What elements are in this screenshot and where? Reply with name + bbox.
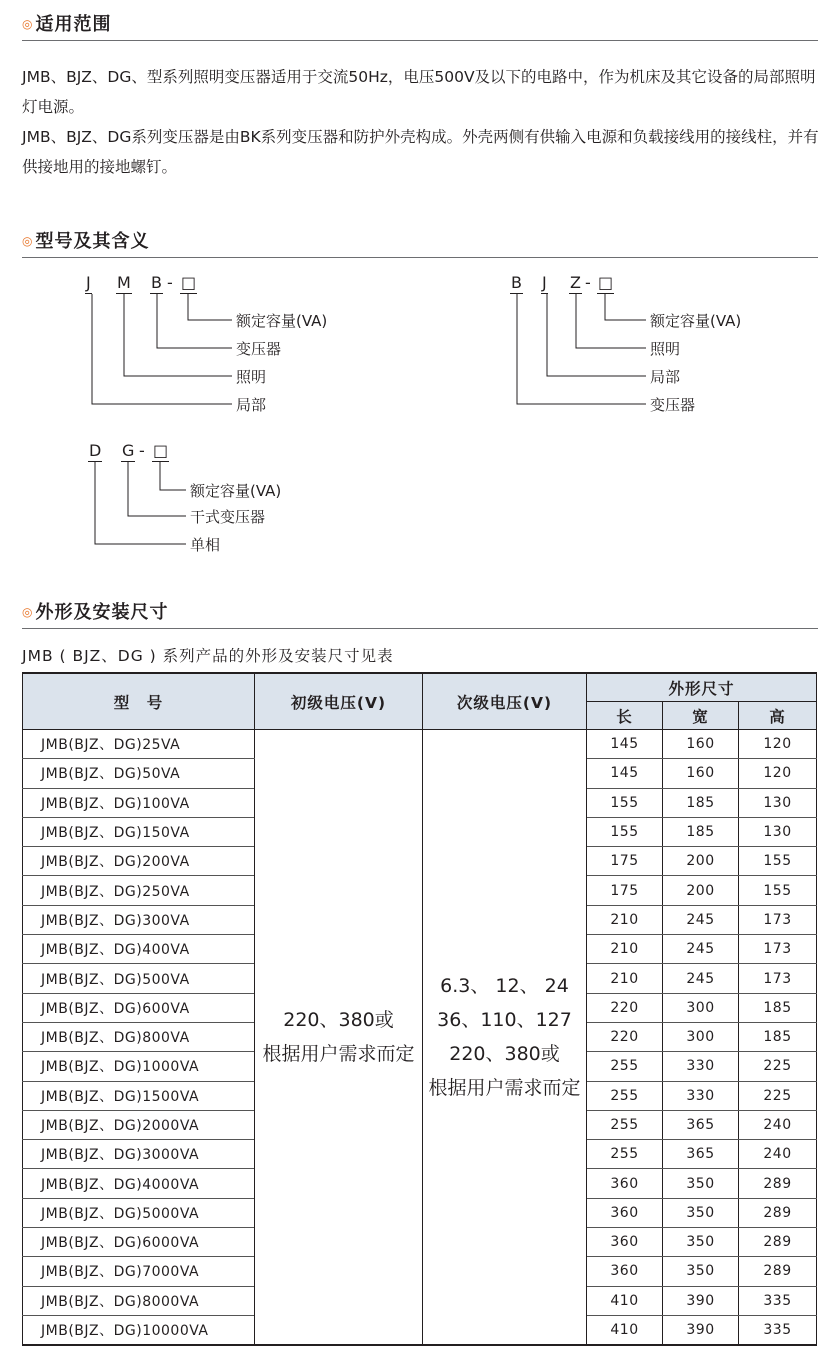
cell-width: 365 xyxy=(663,1110,739,1139)
secondary-voltage-line: 根据用户需求而定 xyxy=(428,1077,581,1100)
cell-height: 130 xyxy=(739,817,817,846)
jmb-label-transformer: 变压器 xyxy=(236,340,282,358)
cell-model: JMB(BJZ、DG)5000VA xyxy=(23,1198,255,1227)
cell-primary-voltage xyxy=(255,730,423,1346)
cell-height: 225 xyxy=(739,1052,817,1081)
bjz-label-lighting: 照明 xyxy=(650,340,681,358)
cell-model: JMB(BJZ、DG)250VA xyxy=(23,876,255,905)
cell-length: 220 xyxy=(587,993,663,1022)
jmb-letter-m: M xyxy=(117,273,131,292)
cell-length: 210 xyxy=(587,935,663,964)
cell-model: JMB(BJZ、DG)25VA xyxy=(23,730,255,759)
circle-bullet-icon: ◎ xyxy=(22,605,34,619)
cell-width: 160 xyxy=(663,759,739,788)
cell-model: JMB(BJZ、DG)3000VA xyxy=(23,1140,255,1169)
cell-length: 145 xyxy=(587,730,663,759)
cell-length: 255 xyxy=(587,1140,663,1169)
cell-model: JMB(BJZ、DG)150VA xyxy=(23,817,255,846)
cell-width: 330 xyxy=(663,1081,739,1110)
cell-height: 240 xyxy=(739,1140,817,1169)
section-title-text: 型号及其含义 xyxy=(35,231,150,252)
header-dimensions: 外形尺寸 xyxy=(587,673,817,702)
cell-width: 185 xyxy=(663,788,739,817)
cell-model: JMB(BJZ、DG)50VA xyxy=(23,759,255,788)
dg-label-dry-transformer: 干式变压器 xyxy=(190,508,266,526)
bjz-label-transformer: 变压器 xyxy=(650,396,696,414)
bjz-capacity-box: □ xyxy=(598,273,614,292)
cell-width: 300 xyxy=(663,1022,739,1051)
cell-model: JMB(BJZ、DG)800VA xyxy=(23,1022,255,1051)
cell-width: 245 xyxy=(663,964,739,993)
cell-height: 120 xyxy=(739,759,817,788)
bjz-dash: - xyxy=(585,273,591,292)
cell-model: JMB(BJZ、DG)600VA xyxy=(23,993,255,1022)
cell-width: 330 xyxy=(663,1052,739,1081)
cell-length: 210 xyxy=(587,964,663,993)
cell-length: 255 xyxy=(587,1052,663,1081)
cell-length: 410 xyxy=(587,1286,663,1315)
cell-model: JMB(BJZ、DG)2000VA xyxy=(23,1110,255,1139)
cell-height: 130 xyxy=(739,788,817,817)
cell-height: 185 xyxy=(739,1022,817,1051)
cell-length: 145 xyxy=(587,759,663,788)
cell-model: JMB(BJZ、DG)7000VA xyxy=(23,1257,255,1286)
cell-height: 335 xyxy=(739,1286,817,1315)
cell-height: 289 xyxy=(739,1257,817,1286)
secondary-voltage-line: 6.3、 12、 24 xyxy=(440,975,569,998)
cell-width: 200 xyxy=(663,876,739,905)
secondary-voltage-line: 220、380或 xyxy=(449,1043,560,1066)
circle-bullet-icon: ◎ xyxy=(22,17,34,31)
bjz-letter-z: Z xyxy=(570,273,581,292)
cell-height: 173 xyxy=(739,905,817,934)
cell-length: 210 xyxy=(587,905,663,934)
scope-paragraph-2: JMB、BJZ、DG系列变压器是由BK系列变压器和防护外壳构成。外壳两侧有供输入电源和负载接线用的接线柱，并有供接地用的接地螺钉。 xyxy=(22,128,819,176)
cell-width: 350 xyxy=(663,1198,739,1227)
cell-model: JMB(BJZ、DG)100VA xyxy=(23,788,255,817)
cell-length: 360 xyxy=(587,1257,663,1286)
cell-height: 155 xyxy=(739,876,817,905)
cell-model: JMB(BJZ、DG)400VA xyxy=(23,935,255,964)
header-secondary-voltage: 次级电压(V) xyxy=(423,673,587,730)
cell-width: 245 xyxy=(663,935,739,964)
cell-height: 120 xyxy=(739,730,817,759)
table-row xyxy=(23,730,817,759)
primary-voltage-line: 根据用户需求而定 xyxy=(262,1043,415,1066)
section-title-dimensions xyxy=(22,600,818,629)
cell-width: 200 xyxy=(663,847,739,876)
dg-letter-g: G xyxy=(122,441,135,460)
cell-width: 245 xyxy=(663,905,739,934)
cell-width: 185 xyxy=(663,817,739,846)
bjz-label-capacity: 额定容量(VA) xyxy=(650,312,742,330)
header-height: 高 xyxy=(739,702,817,730)
cell-length: 175 xyxy=(587,847,663,876)
cell-model: JMB(BJZ、DG)10000VA xyxy=(23,1315,255,1345)
cell-length: 255 xyxy=(587,1081,663,1110)
cell-model: JMB(BJZ、DG)1500VA xyxy=(23,1081,255,1110)
header-length: 长 xyxy=(587,702,663,730)
cell-height: 173 xyxy=(739,964,817,993)
cell-width: 390 xyxy=(663,1286,739,1315)
jmb-letter-b: B xyxy=(151,273,162,292)
bjz-label-local: 局部 xyxy=(650,368,681,386)
cell-length: 155 xyxy=(587,788,663,817)
secondary-voltage-line: 36、110、127 xyxy=(437,1009,572,1032)
scope-paragraph-1: JMB、BJZ、DG、型系列照明变压器适用于交流50Hz，电压500V及以下的电路中，作为机床及其它设备的局部照明灯电源。 xyxy=(22,68,816,116)
cell-model: JMB(BJZ、DG)500VA xyxy=(23,964,255,993)
dimensions-table xyxy=(22,672,817,1346)
cell-model: JMB(BJZ、DG)6000VA xyxy=(23,1228,255,1257)
circle-bullet-icon: ◎ xyxy=(22,234,34,248)
cell-length: 360 xyxy=(587,1198,663,1227)
cell-length: 220 xyxy=(587,1022,663,1051)
jmb-label-lighting: 照明 xyxy=(236,368,267,386)
cell-width: 160 xyxy=(663,730,739,759)
cell-secondary-voltage xyxy=(423,730,587,1346)
jmb-dash: - xyxy=(167,273,173,292)
cell-model: JMB(BJZ、DG)4000VA xyxy=(23,1169,255,1198)
cell-model: JMB(BJZ、DG)200VA xyxy=(23,847,255,876)
section-title-text: 外形及安装尺寸 xyxy=(35,602,169,623)
jmb-label-local: 局部 xyxy=(236,396,267,414)
cell-width: 350 xyxy=(663,1228,739,1257)
cell-length: 410 xyxy=(587,1315,663,1345)
dg-dash: - xyxy=(139,441,145,460)
cell-width: 350 xyxy=(663,1257,739,1286)
header-model: 型 号 xyxy=(23,673,255,730)
cell-height: 240 xyxy=(739,1110,817,1139)
cell-model: JMB(BJZ、DG)8000VA xyxy=(23,1286,255,1315)
cell-height: 185 xyxy=(739,993,817,1022)
table-caption: JMB ( BJZ、DG ) 系列产品的外形及安装尺寸见表 xyxy=(22,647,394,665)
primary-voltage-line: 220、380或 xyxy=(283,1009,394,1032)
bjz-letter-j: J xyxy=(542,273,547,292)
cell-length: 255 xyxy=(587,1110,663,1139)
cell-length: 360 xyxy=(587,1228,663,1257)
bjz-letter-b: B xyxy=(511,273,522,292)
cell-height: 289 xyxy=(739,1228,817,1257)
cell-height: 289 xyxy=(739,1169,817,1198)
cell-model: JMB(BJZ、DG)1000VA xyxy=(23,1052,255,1081)
header-primary-voltage: 初级电压(V) xyxy=(255,673,423,730)
cell-length: 360 xyxy=(587,1169,663,1198)
dg-letter-d: D xyxy=(89,441,102,460)
dg-label-capacity: 额定容量(VA) xyxy=(190,482,282,500)
dg-capacity-box: □ xyxy=(153,441,169,460)
cell-model: JMB(BJZ、DG)300VA xyxy=(23,905,255,934)
cell-width: 300 xyxy=(663,993,739,1022)
cell-height: 335 xyxy=(739,1315,817,1345)
cell-length: 155 xyxy=(587,817,663,846)
cell-length: 175 xyxy=(587,876,663,905)
cell-width: 365 xyxy=(663,1140,739,1169)
cell-width: 350 xyxy=(663,1169,739,1198)
header-width: 宽 xyxy=(663,702,739,730)
cell-height: 289 xyxy=(739,1198,817,1227)
jmb-letter-j: J xyxy=(86,273,91,292)
section-title-text: 适用范围 xyxy=(35,14,112,35)
cell-width: 390 xyxy=(663,1315,739,1345)
cell-height: 225 xyxy=(739,1081,817,1110)
dg-label-single-phase: 单相 xyxy=(190,536,221,554)
cell-height: 155 xyxy=(739,847,817,876)
jmb-capacity-box: □ xyxy=(181,273,197,292)
table-body xyxy=(23,730,817,1346)
jmb-label-capacity: 额定容量(VA) xyxy=(236,312,328,330)
cell-height: 173 xyxy=(739,935,817,964)
